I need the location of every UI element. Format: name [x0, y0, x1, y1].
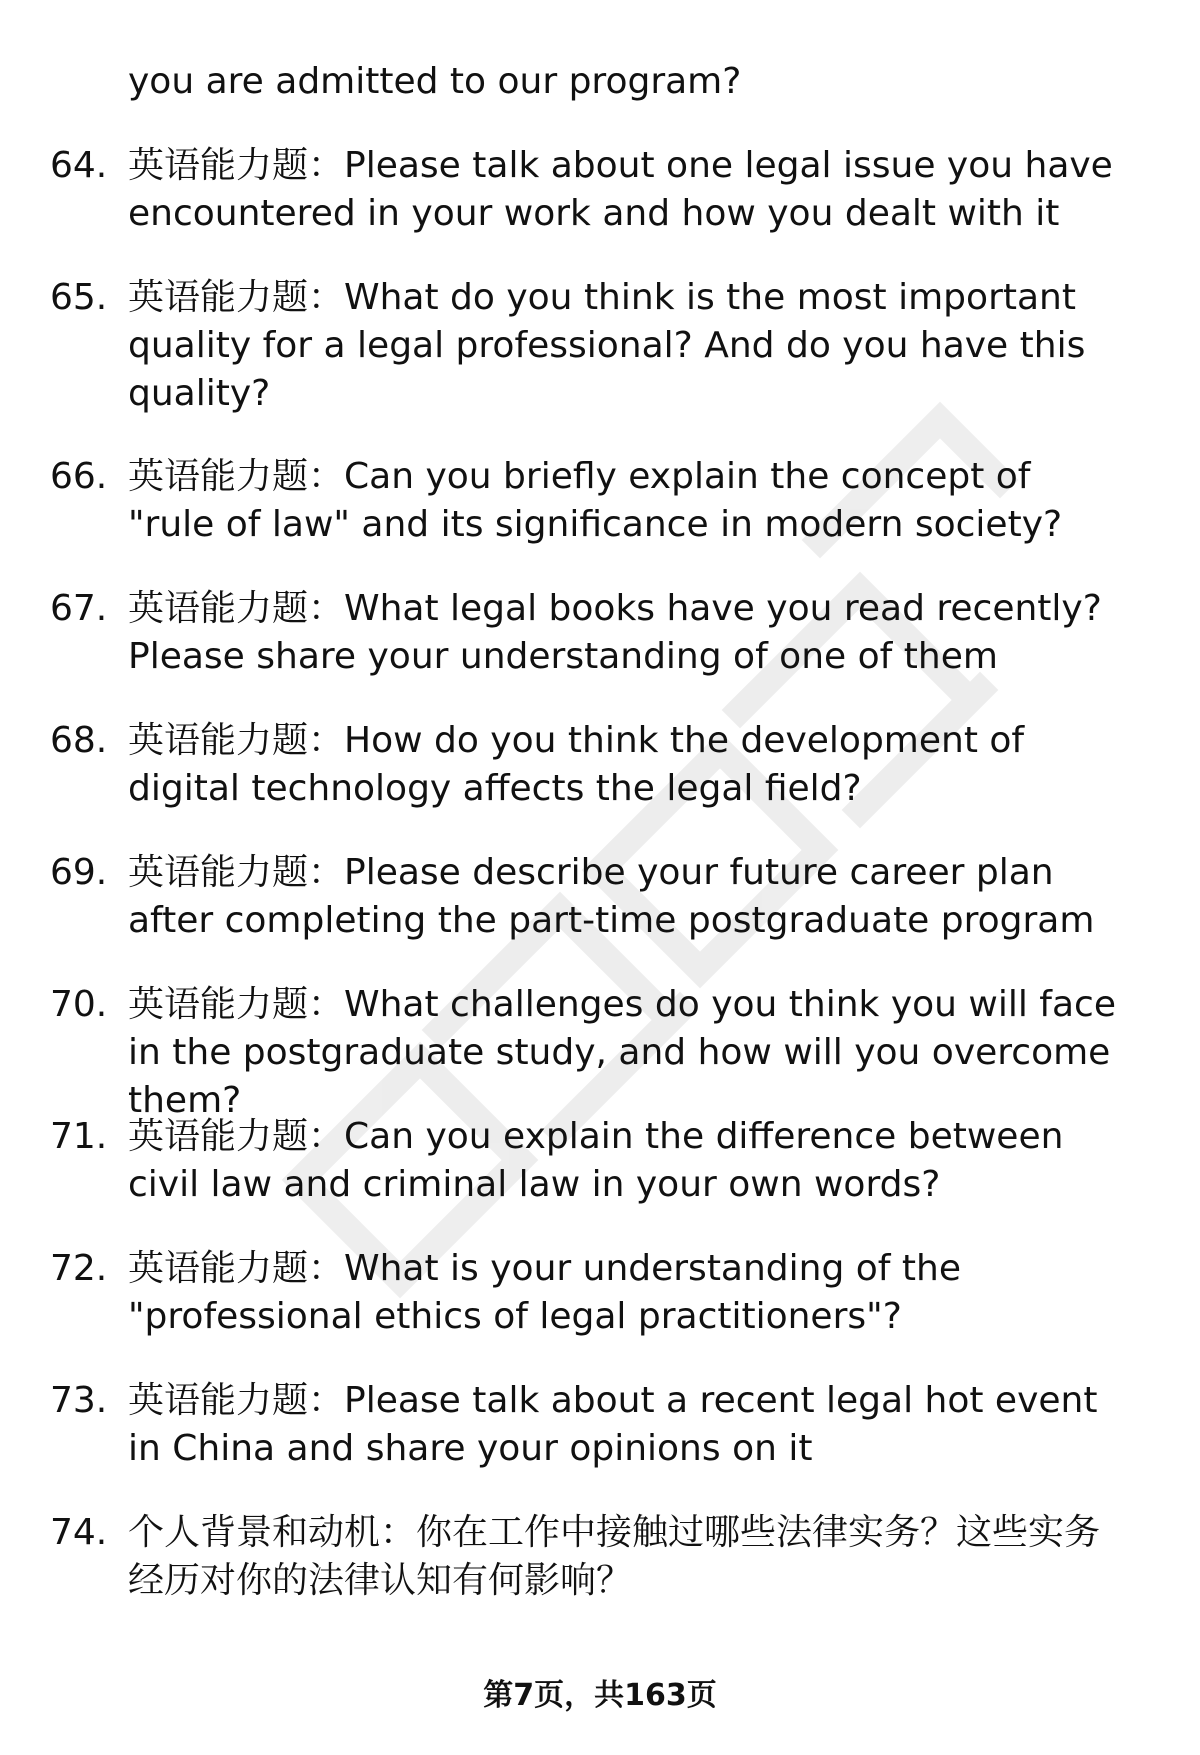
item-text: 英语能力题：Please talk about one legal issue you have encountered in your work and how you dealt with it [128, 145, 1113, 234]
item-number: 71. [50, 1116, 108, 1157]
item-text: 英语能力题：Can you explain the difference between civil law and criminal law in your own words? [128, 1116, 1064, 1205]
page-footer: 第7页，共163页 [483, 1678, 717, 1713]
item-number: 69. [50, 852, 108, 893]
list-item [50, 453, 1150, 549]
item-number: 67. [50, 588, 108, 629]
item-text: 英语能力题：What legal books have you read recently? Please share your understanding of one of them [128, 588, 1102, 677]
item-text: 英语能力题：What do you think is the most important quality for a legal professional? And do you have this quality? [128, 277, 1086, 414]
list-item [50, 981, 1150, 1125]
item-number: 74. [50, 1512, 108, 1553]
item-text: 英语能力题：What is your understanding of the "professional ethics of legal practitioners"? [128, 1248, 961, 1337]
list-item [50, 1113, 1150, 1209]
item-text: 英语能力题：How do you think the development of digital technology affects the legal field? [128, 720, 1025, 809]
continuation-text: you are admitted to our program? [128, 61, 742, 102]
item-number: 65. [50, 277, 108, 318]
item-text: 个人背景和动机：你在工作中接触过哪些法律实务？这些实务经历对你的法律认知有何影响？ [128, 1512, 1101, 1601]
list-item [50, 585, 1150, 681]
item-number: 64. [50, 145, 108, 186]
item-number: 68. [50, 720, 108, 761]
list-item [50, 274, 1150, 418]
item-number: 66. [50, 456, 108, 497]
list-item [50, 849, 1150, 945]
list-item [50, 142, 1150, 238]
item-text: 英语能力题：Can you briefly explain the concept of "rule of law" and its significance in modern society? [128, 456, 1063, 545]
item-text: 英语能力题：Please talk about a recent legal hot event in China and share your opinions on it [128, 1380, 1098, 1469]
list-item [50, 1509, 1150, 1605]
list-item [50, 1377, 1150, 1473]
item-number: 70. [50, 984, 108, 1025]
item-text: 英语能力题：What challenges do you think you will face in the postgraduate study, and how will you overcome them? [128, 984, 1116, 1121]
list-item [50, 717, 1150, 813]
list-item [50, 1245, 1150, 1341]
item-number: 72. [50, 1248, 108, 1289]
item-number: 73. [50, 1380, 108, 1421]
item-text: 英语能力题：Please describe your future career plan after completing the part-time postgraduate program [128, 852, 1095, 941]
